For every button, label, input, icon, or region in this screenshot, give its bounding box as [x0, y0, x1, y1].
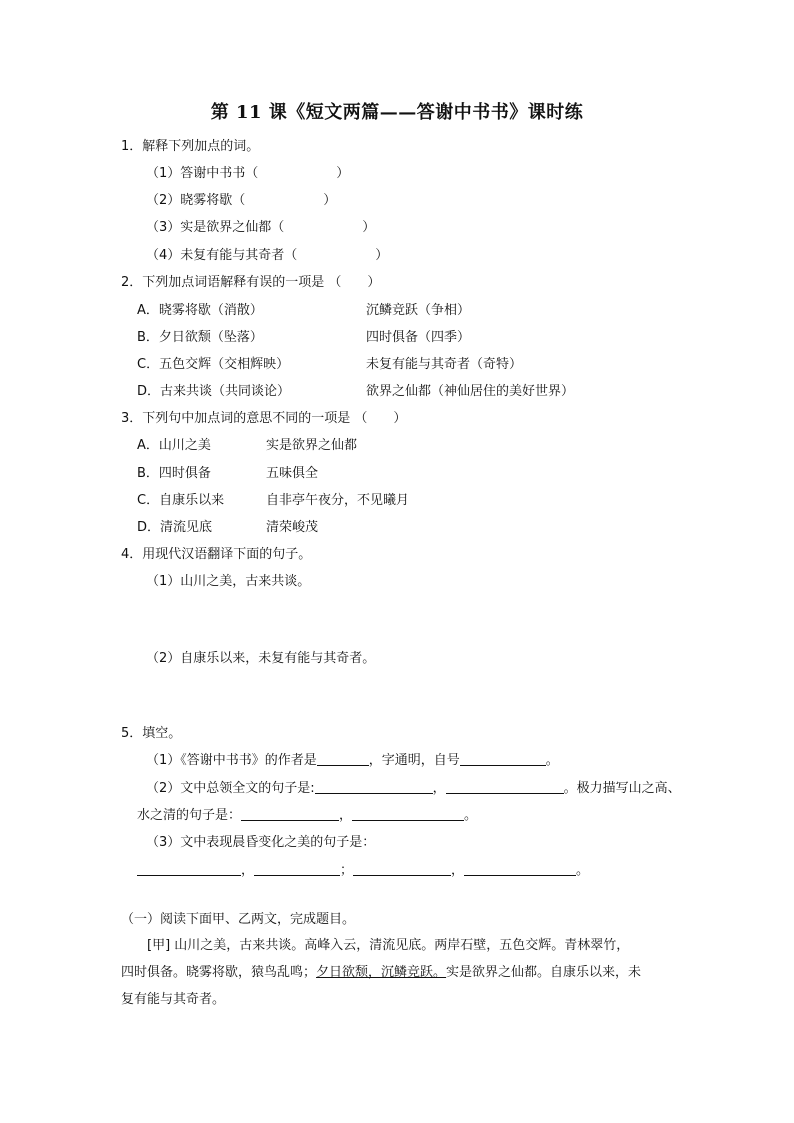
answer-blank[interactable]: [315, 779, 433, 794]
question-5-line-3: 水之清的句子是： ， 。: [137, 808, 478, 823]
question-3-option-b-pair: 五味俱全: [266, 466, 319, 481]
answer-blank[interactable]: [317, 751, 369, 766]
question-2-option-a-pair: 沉鳞竞跃（争相）: [366, 303, 471, 318]
question-5-line-2: （2）文中总领全文的句子是: ， 。极力描写山之高、: [146, 781, 681, 796]
underlined-sentence: 夕日欲颓，沉鳞竞跃。: [316, 965, 447, 980]
question-4-item: （1）山川之美，古来共谈。: [146, 574, 311, 589]
question-2-option-b: B．夕日欲颓（坠落）: [137, 330, 263, 345]
question-3-option-d-pair: 清荣峻茂: [266, 520, 319, 535]
question-5-line-1: （1）《答谢中书书》的作者是 ，字通明，自号 。: [146, 753, 559, 768]
question-4-item: （2）自康乐以来，未复有能与其奇者。: [146, 651, 376, 666]
question-1-item: （4）未复有能与其奇者（ ）: [146, 248, 389, 263]
answer-blank[interactable]: [254, 861, 340, 876]
passage-line: 四时俱备。晓雾将歇，猿鸟乱鸣；夕日欲颓，沉鳞竞跃。实是欲界之仙都。自康乐以来，未: [121, 965, 642, 980]
question-5-line-5: ， ； ， 。: [137, 861, 589, 880]
answer-blank[interactable]: [137, 861, 241, 876]
question-3-option-d: D．清流见底: [137, 520, 213, 535]
question-5-stem: 5．填空。: [121, 726, 182, 741]
question-2-option-b-pair: 四时俱备（四季）: [366, 330, 471, 345]
question-2-option-c: C．五色交辉（交相辉映）: [137, 357, 290, 372]
page-title: 第 11 课《短文两篇——答谢中书书》课时练: [210, 102, 584, 123]
answer-blank[interactable]: [352, 806, 464, 821]
answer-blank[interactable]: [464, 861, 576, 876]
question-1-item: （3）实是欲界之仙都（ ）: [146, 220, 376, 235]
question-3-option-c: C．自康乐以来: [137, 493, 225, 508]
question-1-stem: 1．解释下列加点的词。: [121, 139, 260, 154]
question-2-option-d: D．古来共谈（共同谈论）: [137, 384, 291, 399]
question-5-line-4: （3）文中表现晨昏变化之美的句子是：: [146, 835, 376, 850]
question-3-stem: 3．下列句中加点词的意思不同的一项是 （ ）: [121, 411, 407, 426]
question-2-option-c-pair: 未复有能与其奇者（奇特）: [366, 357, 523, 372]
passage-line: 复有能与其奇者。: [121, 992, 226, 1007]
question-2-option-d-pair: 欲界之仙都（神仙居住的美好世界）: [366, 384, 575, 399]
reading-intro: （一）阅读下面甲、乙两文，完成题目。: [121, 912, 356, 927]
question-1-item: （1）答谢中书书（ ）: [146, 166, 350, 181]
question-3-option-c-pair: 自非亭午夜分，不见曦月: [266, 493, 410, 508]
answer-blank[interactable]: [446, 779, 564, 794]
answer-blank[interactable]: [460, 751, 546, 766]
question-2-stem: 2．下列加点词语解释有误的一项是 （ ）: [121, 275, 381, 290]
question-1-item: （2）晓雾将歇（ ）: [146, 193, 337, 208]
question-3-option-b: B．四时俱备: [137, 466, 211, 481]
question-3-option-a-pair: 实是欲界之仙都: [266, 438, 358, 453]
answer-blank[interactable]: [353, 861, 451, 876]
question-4-stem: 4．用现代汉语翻译下面的句子。: [121, 547, 312, 562]
question-2-option-a: A．晓雾将歇（消散）: [137, 303, 263, 318]
answer-blank[interactable]: [241, 806, 339, 821]
question-3-option-a: A．山川之美: [137, 438, 211, 453]
passage-line: [甲] 山川之美，古来共谈。高峰入云，清流见底。两岸石壁，五色交辉。青林翠竹，: [147, 938, 630, 953]
reading-passage-jia: [121, 932, 681, 1013]
